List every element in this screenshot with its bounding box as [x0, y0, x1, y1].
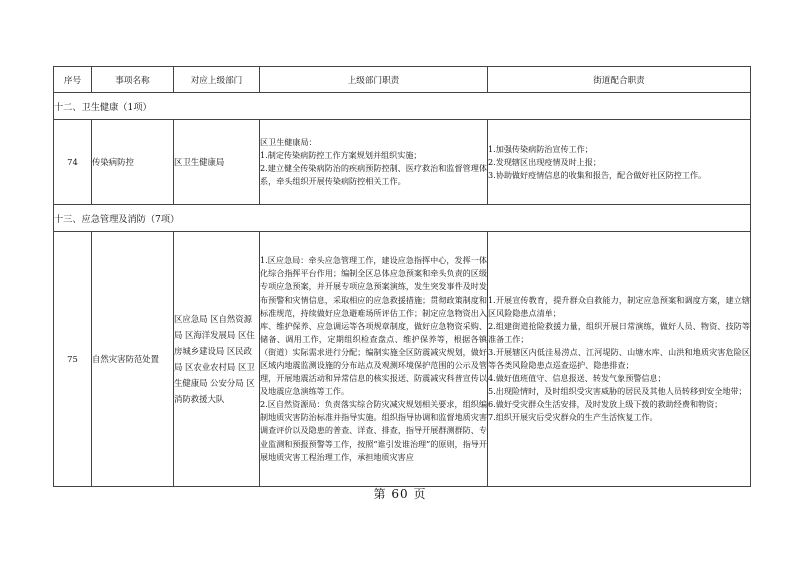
coop-line: 7.组织开展灾后受灾群众的生产生活恢复工作。 [488, 412, 658, 422]
row-department-duties [260, 232, 488, 487]
duty-line: 1.制定传染病防控工作方案规划并组织实施； [260, 150, 422, 160]
row-item-name: 传染病防控 [92, 120, 174, 205]
duty-line: 2.建立健全传染病防治的疾病预防控制、医疗救治和监督管理体系，牵头组织开展传染病防控相关工作。 [260, 163, 487, 186]
coop-line: 3.开展辖区内低洼易涝点、江河堤防、山塘水库、山洪和地质灾害危险区等各类风险隐患点巡查巡护、隐患排查； [488, 347, 750, 370]
coop-line: 5.出现险情时，及时组织受灾害威胁的居民及其他人员转移到安全地带； [488, 386, 747, 396]
coop-line: 2.组建街道抢险救援力量，组织开展日常演练，做好人员、物资、技防等准备工作； [488, 321, 750, 344]
row-street-duties [488, 120, 751, 205]
table-row [54, 232, 751, 487]
row-department: 区应急局 区自然资源局 区海洋发展局 区住房城乡建设局 区民政局 区农业农村局 区卫生健康局 公安分局 区消防救援大队 [174, 232, 260, 487]
section-title: 十二、卫生健康（1项） [54, 93, 751, 120]
page-number: 第 60 页 [373, 487, 427, 501]
header-item-name: 事项名称 [92, 67, 174, 93]
section-title: 十三、应急管理及消防（7项） [54, 205, 751, 232]
header-department-duties: 上级部门职责 [260, 67, 488, 93]
duty-line: 1.区应急局：牵头应急管理工作，建设应急指挥中心，发挥一体化综合指挥平台作用；编制全区总体应急预案和牵头负责的区级专项应急预案，并开展专项应急预案演练，发生突发事件及时发布预警和灾情信息，采取相应的应急救援措施；贯彻政策制度和标准规范，持续做好应急避难场所评估工作；制定应急物资出入库、维护保养、应急调运等各项规章制度，做好应急物资采购、储备、调用工作，定期组织检查盘点、维护保养等，根据各镇（街道）实际需求进行分配；编制实施全区防震减灾规划，做好区域内地震监测设施的分布站点及观测环境保护范围的公示及管理，开展地震活动和异常信息的核实报送、防震减灾科普宣传以及地震应急演练等工作。 [260, 255, 487, 397]
header-index: 序号 [54, 67, 92, 93]
table-header-row [54, 67, 751, 93]
coop-line: 6.做好受灾群众生活安排，及时发放上级下拨的救助经费和物资； [488, 399, 723, 409]
row-number: 75 [54, 232, 92, 487]
duty-line: 区卫生健康局： [260, 137, 317, 147]
table-row [54, 120, 751, 205]
coop-line: 2.发现辖区出现疫情及时上报； [488, 156, 601, 167]
section-row [54, 205, 751, 232]
header-street-duties: 街道配合职责 [488, 67, 751, 93]
duty-line: 2.区自然资源局：负责落实综合防灾减灾规划相关要求，组织编制地质灾害防治标准并指导实施。组织指导协调和监督地质灾害调查评价以及隐患的普查、详查、排查，指导开展群测群防、专业监测和预报预警等工作，按照“谁引发谁治理”的原则，指导开展地质灾害工程治理工作，承担地质灾害应 [260, 399, 487, 462]
row-street-duties [488, 232, 751, 487]
duty-table [53, 66, 751, 487]
row-department-duties [260, 120, 488, 205]
header-department: 对应上级部门 [174, 67, 260, 93]
coop-line: 4.做好值班值守、信息报送、转发气象预警信息； [488, 373, 666, 383]
row-number: 74 [54, 120, 92, 205]
row-department: 区卫生健康局 [174, 120, 260, 205]
section-row [54, 93, 751, 120]
coop-line: 1.加强传染病防治宣传工作； [488, 143, 593, 154]
coop-line: 3.协助做好疫情信息的收集和报告，配合做好社区防控工作。 [488, 169, 707, 180]
coop-line: 1.开展宣传教育，提升群众自救能力，制定应急预案和调度方案，建立辖区风险隐患点清单； [488, 295, 750, 318]
row-item-name: 自然灾害防范处置 [92, 232, 174, 487]
